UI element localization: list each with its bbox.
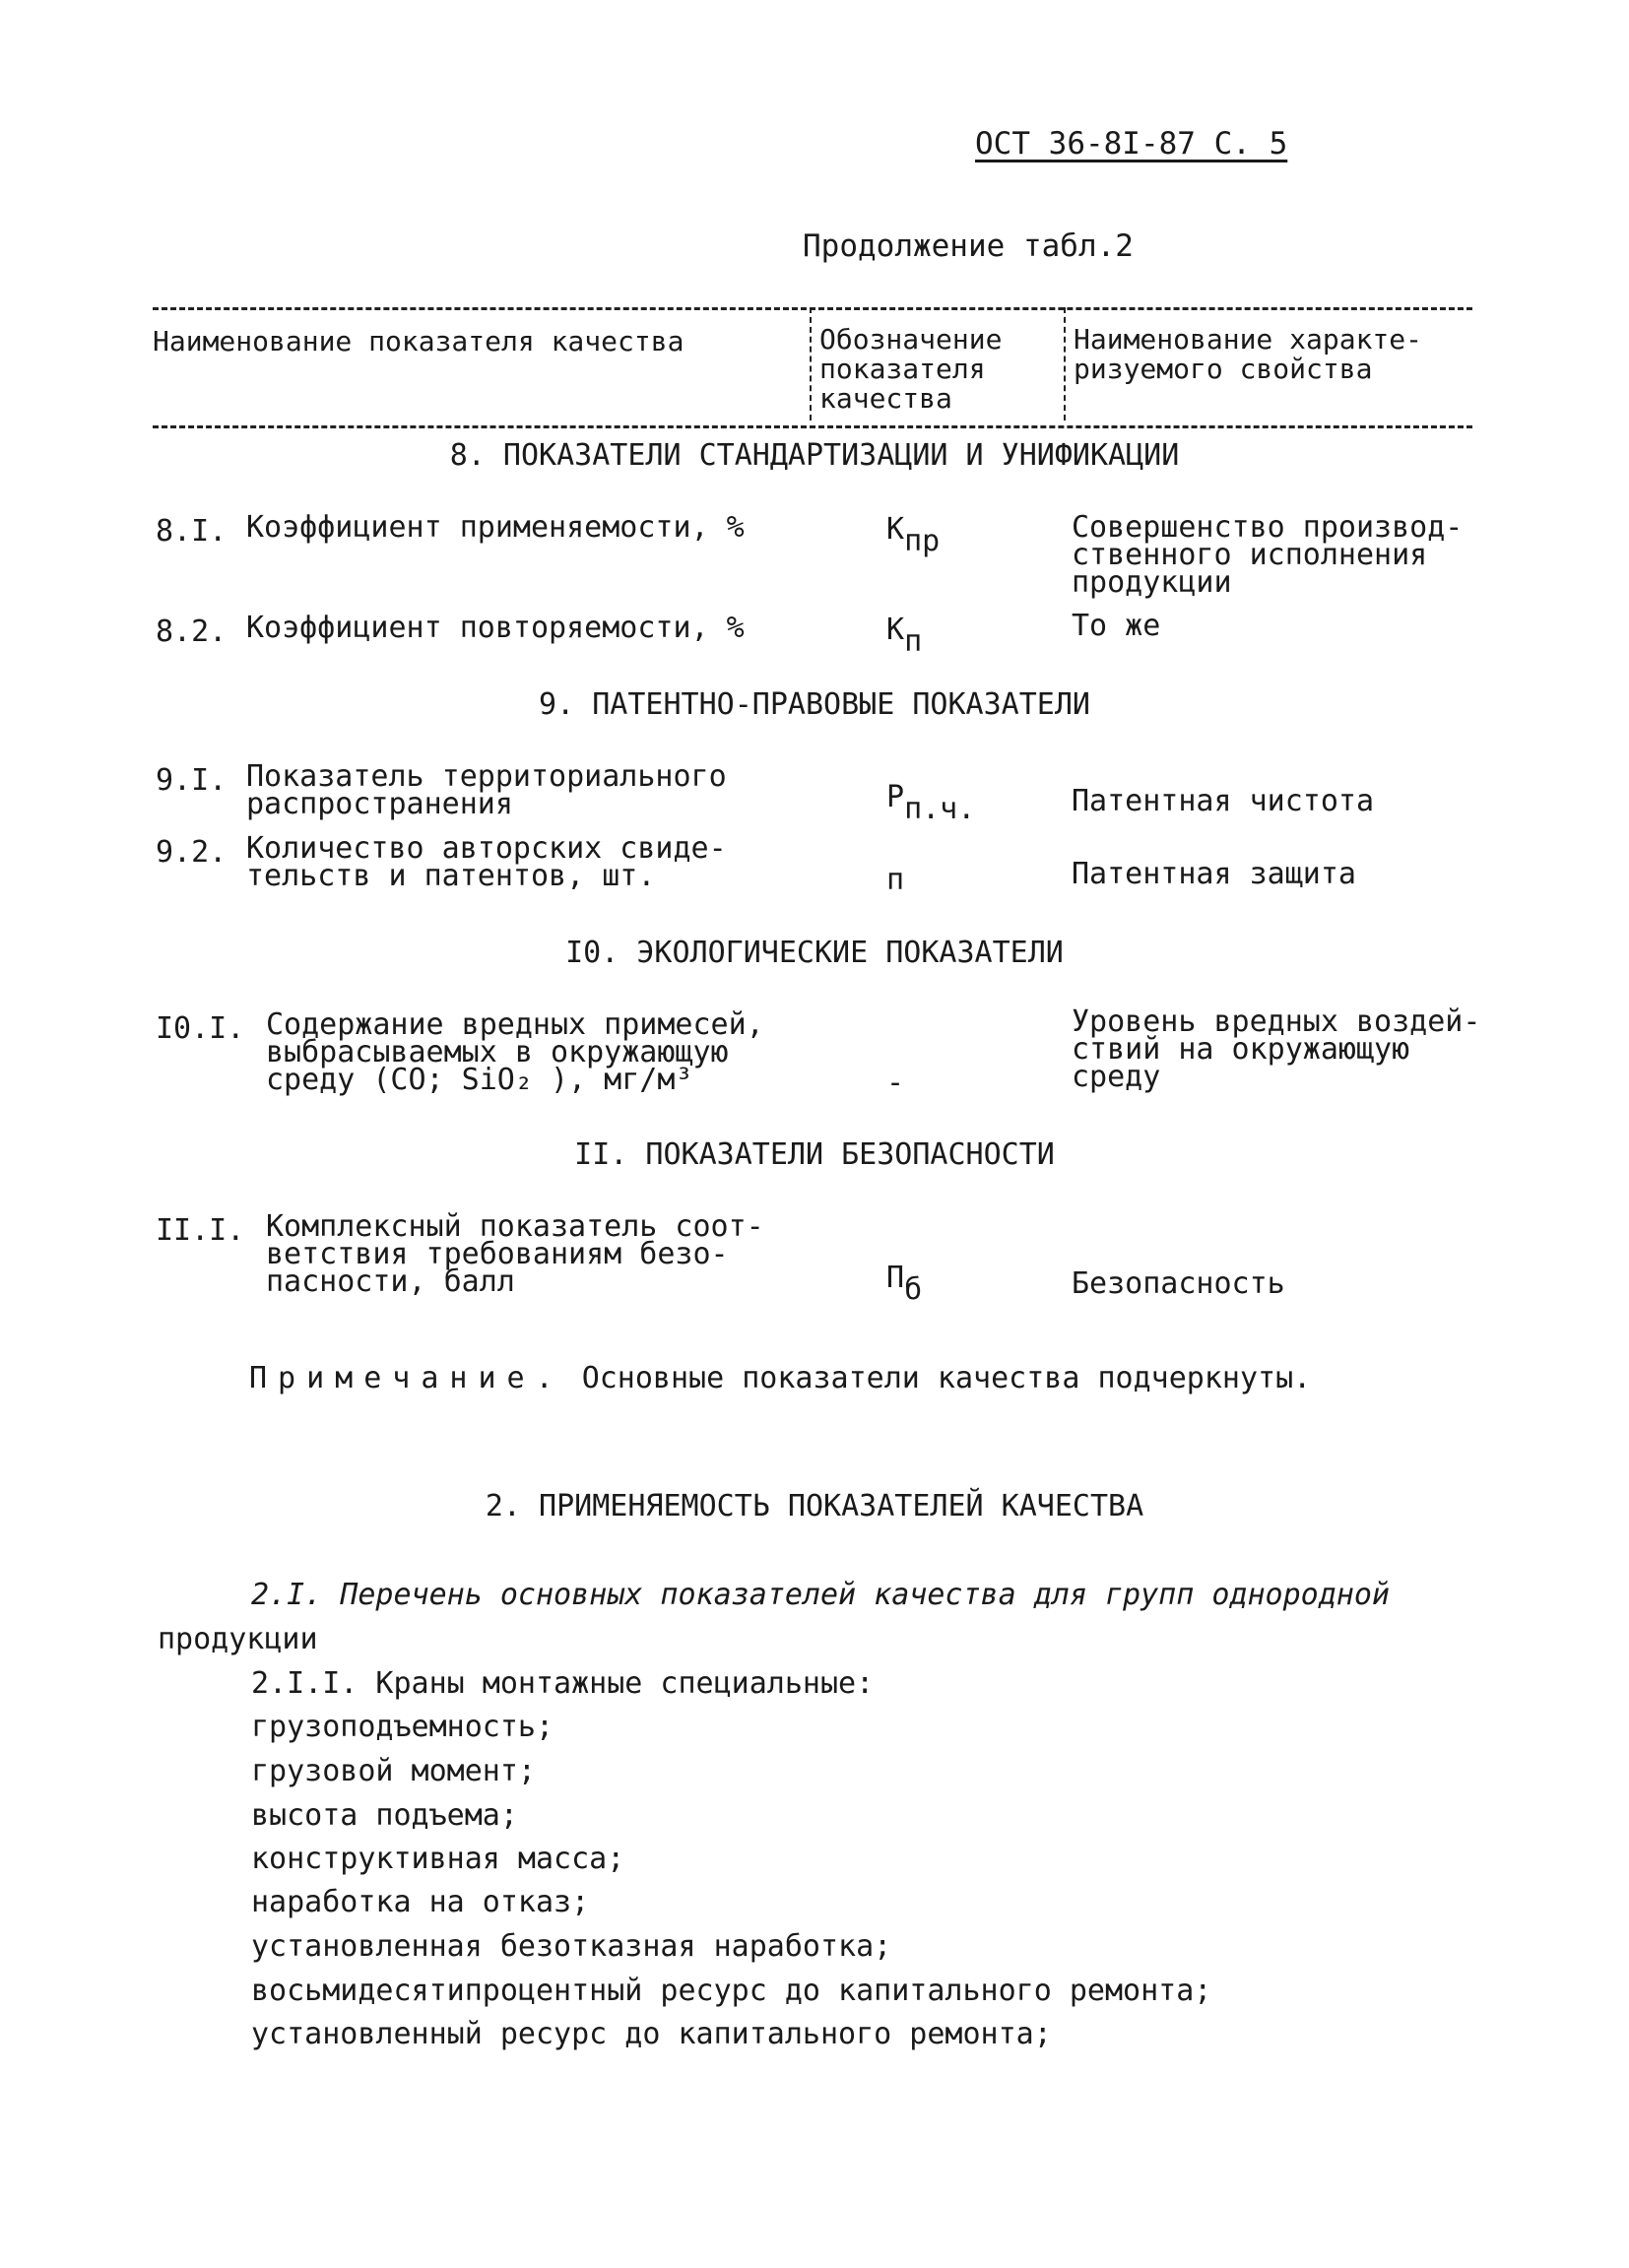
section-title-standardization: 8. ПОКАЗАТЕЛИ СТАНДАРТИЗАЦИИ И УНИФИКАЦИИ	[449, 438, 1180, 473]
row-property: Безопасность	[1072, 1266, 1285, 1301]
list-item: высота подъема;	[251, 1798, 518, 1833]
document-code: ОСТ 36-8I-87 С. 5	[975, 126, 1288, 162]
row-number: 9.I.	[156, 763, 228, 798]
table-header-property: Наименование характе- ризуемого свойства	[1074, 323, 1423, 385]
table-column-divider-1	[810, 307, 812, 421]
note-text: Основные показатели качества подчеркнуты.	[581, 1361, 1312, 1395]
row-symbol: $Р_{п.ч.}$	[886, 780, 976, 826]
row-number: 9.2.	[156, 835, 228, 870]
paragraph-2-1: 2.I. Перечень основных показателей качества для групп однородной	[251, 1578, 1390, 1612]
row-number: I0.I.	[156, 1011, 245, 1046]
row-indicator-name: Показатель территориального распространения	[246, 759, 727, 821]
table-continuation-label: Продолжение табл.2	[803, 228, 1134, 264]
row-indicator-name: Количество авторских свиде- тельств и патентов, шт.	[246, 831, 727, 893]
row-indicator-name: Комплексный показатель соот- ветствия требованиям безо- пасности, балл	[266, 1209, 764, 1299]
row-symbol: $К_{пр}$	[886, 512, 941, 558]
table-header-bottom-rule	[153, 425, 1472, 428]
table-top-rule	[153, 307, 1472, 310]
row-symbol: -	[886, 1066, 905, 1100]
row-symbol: п	[886, 863, 905, 897]
section-title-ecological: I0. ЭКОЛОГИЧЕСКИЕ ПОКАЗАТЕЛИ	[565, 936, 1064, 970]
row-property: То же	[1072, 609, 1161, 643]
row-number: 8.2.	[156, 615, 228, 649]
paragraph-2-1-1: 2.I.I. Краны монтажные специальные:	[251, 1666, 875, 1701]
table-column-divider-2	[1064, 307, 1066, 421]
list-item: грузовой момент;	[251, 1754, 536, 1788]
row-symbol: $П_б$	[886, 1261, 923, 1307]
list-item: конструктивная масса;	[251, 1842, 625, 1876]
chapter-title: 2. ПРИМЕНЯЕМОСТЬ ПОКАЗАТЕЛЕЙ КАЧЕСТВА	[485, 1489, 1144, 1523]
list-item: установленная безотказная наработка;	[251, 1929, 892, 1964]
list-item: восьмидесятипроцентный ресурс до капитального ремонта;	[251, 1974, 1212, 2008]
table-header-symbol: Обозначение показателя качества	[819, 323, 1003, 415]
table-header-name: Наименование показателя качества	[153, 325, 684, 357]
row-number: II.I.	[156, 1213, 245, 1248]
row-number: 8.I.	[156, 514, 228, 549]
note-label: Примечание.	[249, 1361, 564, 1395]
list-item: установленный ресурс до капитального ремонта;	[251, 2017, 1052, 2051]
section-title-patent: 9. ПАТЕНТНО-ПРАВОВЫЕ ПОКАЗАТЕЛИ	[539, 687, 1090, 722]
list-item: грузоподъемность;	[251, 1710, 554, 1744]
table-note	[249, 1361, 1311, 1395]
list-item: наработка на отказ;	[251, 1885, 590, 1919]
row-property: Патентная чистота	[1072, 784, 1375, 818]
section-title-safety: II. ПОКАЗАТЕЛИ БЕЗОПАСНОСТИ	[574, 1137, 1055, 1172]
row-indicator-name: Коэффициент применяемости, %	[246, 510, 745, 545]
row-indicator-name: Содержание вредных примесей, выбрасываемых в окружающую среду (СО; SiO₂ ), мг/м³	[266, 1007, 764, 1097]
row-property: Совершенство производ- ственного исполнения продукции	[1072, 510, 1464, 600]
row-indicator-name: Коэффициент повторяемости, %	[246, 611, 745, 645]
paragraph-2-1-continuation: продукции	[158, 1622, 318, 1656]
row-property: Патентная защита	[1072, 857, 1356, 891]
row-property: Уровень вредных воздей- ствий на окружающую среду	[1072, 1004, 1481, 1094]
row-symbol: $К_п$	[886, 613, 923, 659]
